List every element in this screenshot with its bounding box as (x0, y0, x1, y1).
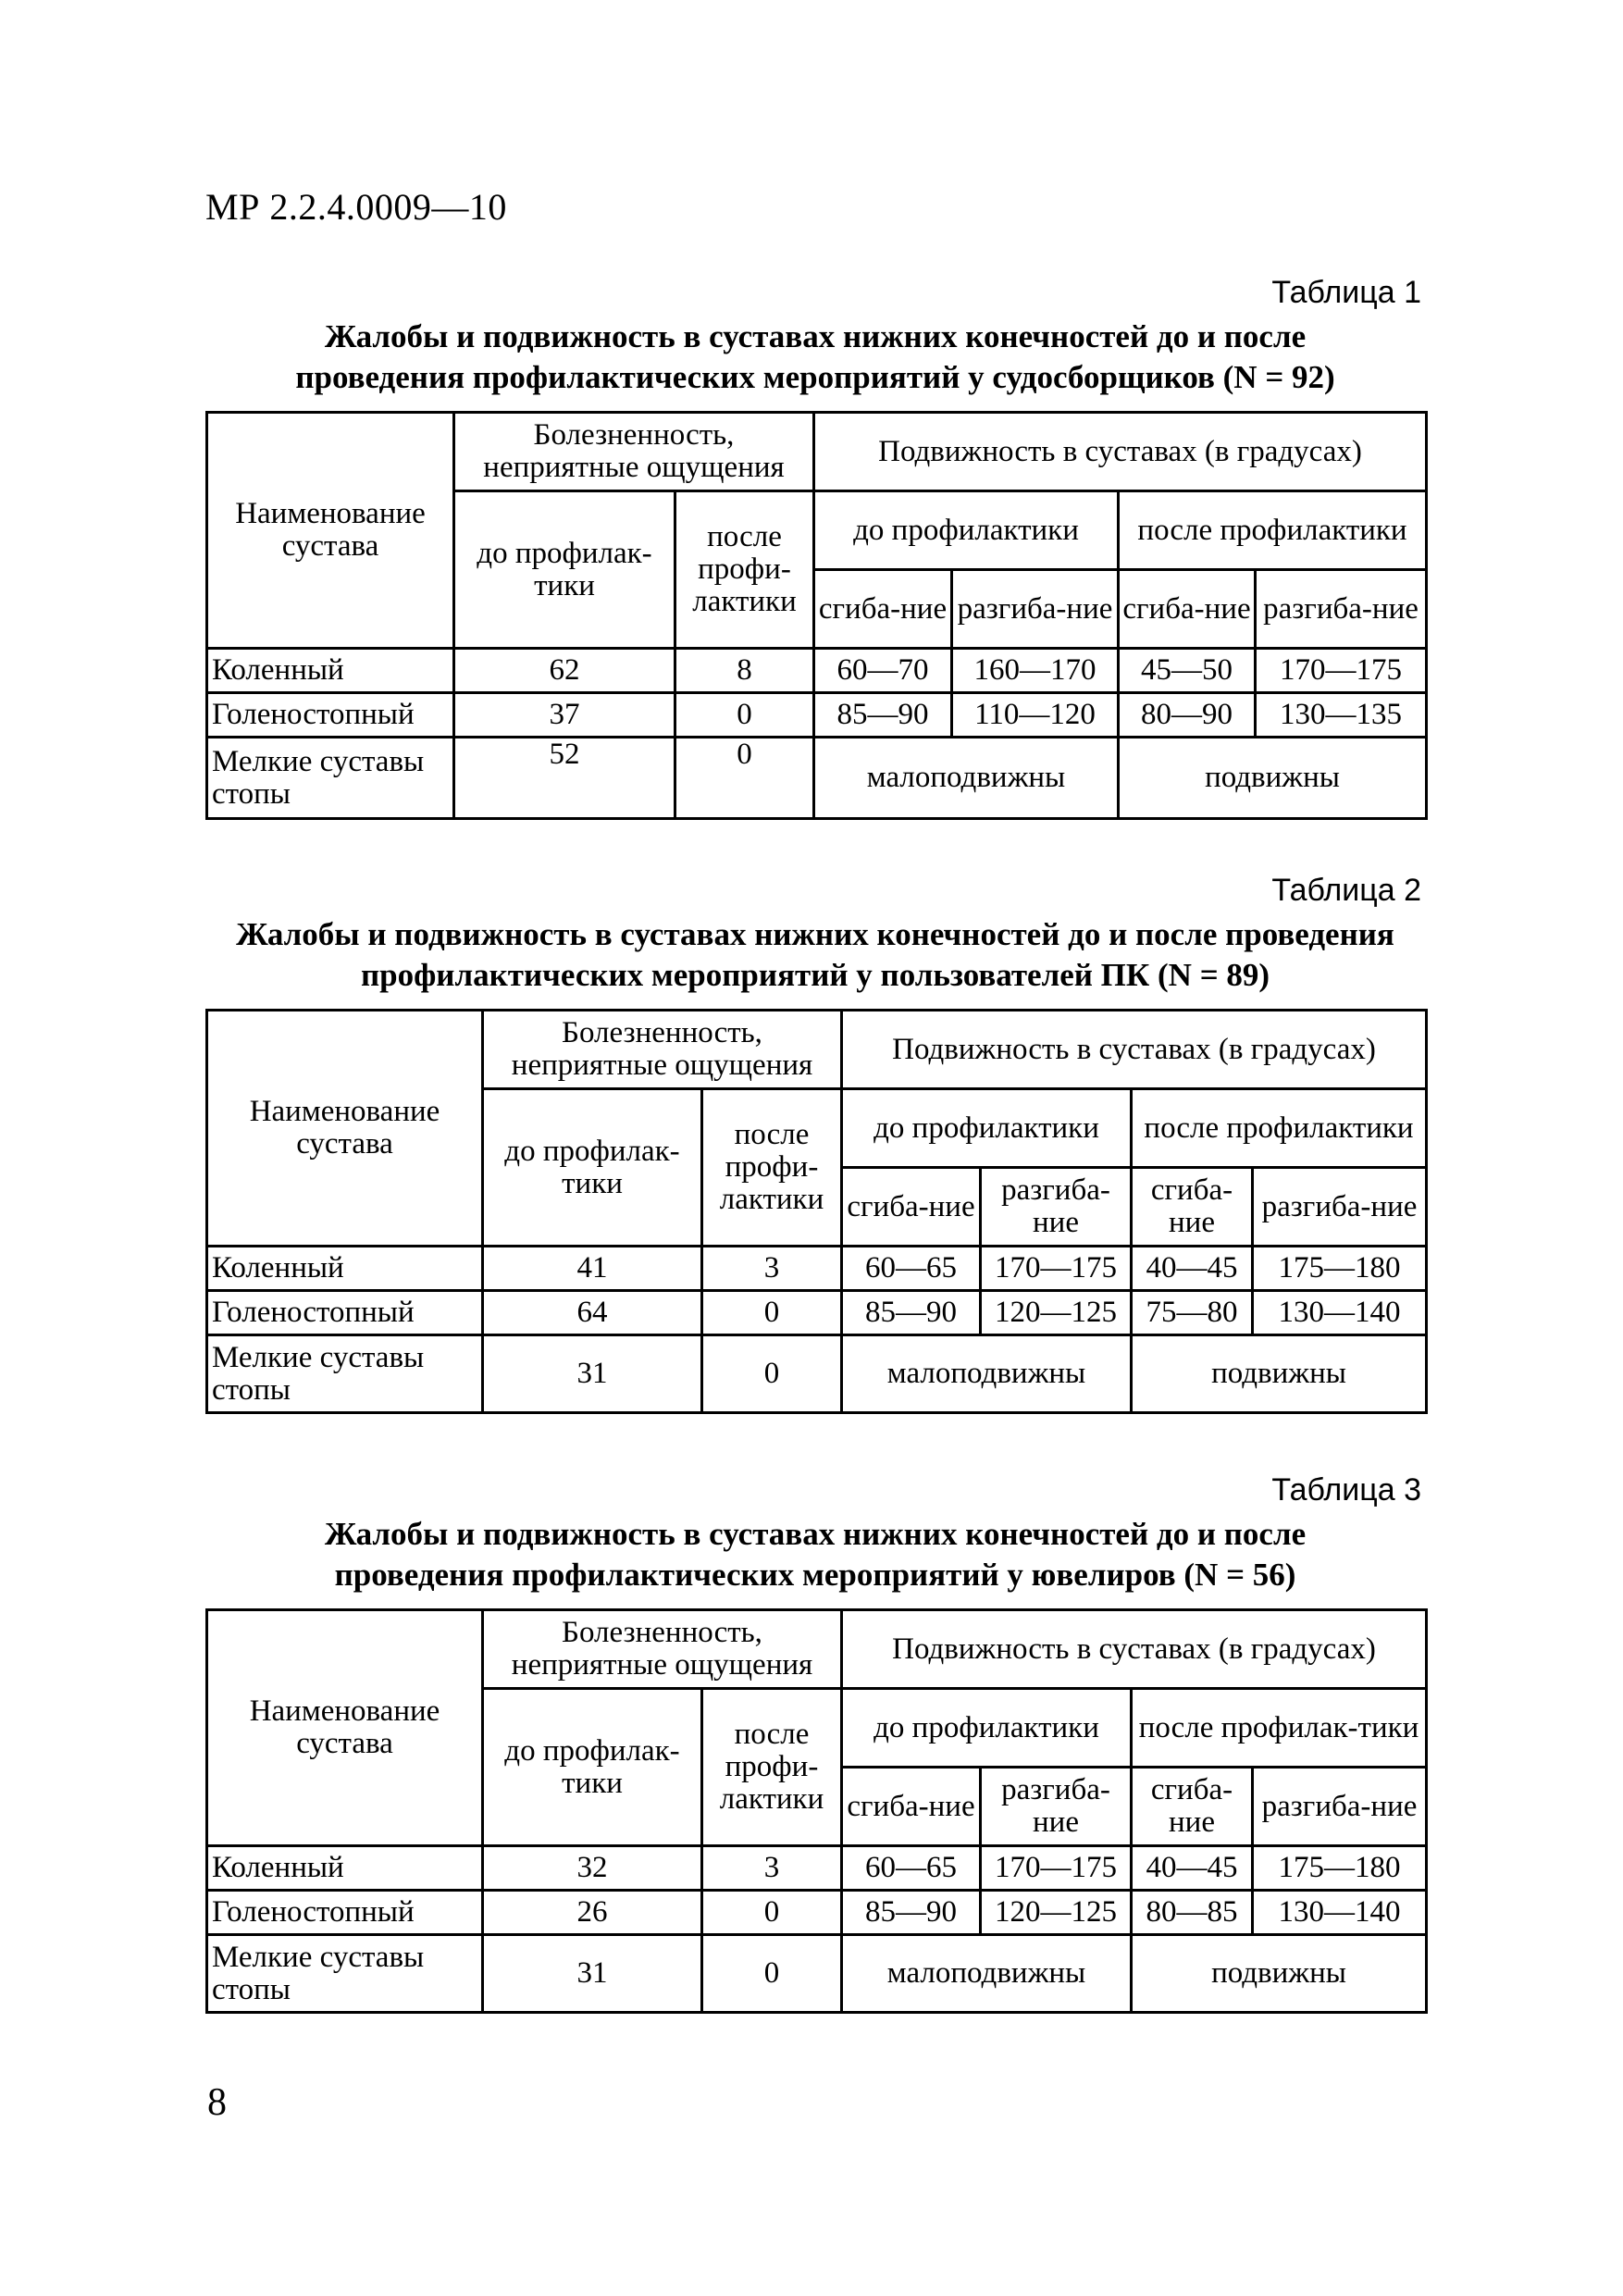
value-cell: 175—180 (1253, 1247, 1427, 1291)
joint-name-cell: Голеностопный (207, 1291, 483, 1335)
table-row (207, 1291, 1427, 1335)
value-cell: 85—90 (842, 1891, 981, 1935)
mobility-status-cell: малоподвижны (842, 1335, 1132, 1413)
joint-name-cell: Коленный (207, 1846, 483, 1891)
header-before-mobility: до профилактики (814, 491, 1119, 570)
table-label: Таблица 1 (1271, 275, 1421, 310)
header-after-mobility: после профилактики (1132, 1089, 1427, 1168)
value-cell: 170—175 (1256, 649, 1427, 693)
value-cell: 31 (483, 1335, 702, 1413)
header-joint-name: Наименование сустава (207, 1011, 483, 1247)
table-row (207, 693, 1427, 738)
header-joint-name: Наименование сустава (207, 413, 454, 649)
value-cell: 8 (675, 649, 814, 693)
table-title: Жалобы и подвижность в суставах нижних конечностей до и после проведения профилактических мероприятий у судосборщиков (N = 92) (295, 318, 1335, 395)
value-cell: 80—85 (1132, 1891, 1253, 1935)
mobility-status-cell: подвижны (1132, 1335, 1427, 1413)
value-cell: 40—45 (1132, 1846, 1253, 1891)
value-cell: 85—90 (842, 1291, 981, 1335)
value-cell: 75—80 (1132, 1291, 1253, 1335)
value-cell: 64 (483, 1291, 702, 1335)
table-title: Жалобы и подвижность в суставах нижних конечностей до и после проведения профилактических мероприятий у ювелиров (N = 56) (324, 1516, 1307, 1593)
value-cell: 110—120 (952, 693, 1119, 738)
value-cell: 40—45 (1132, 1247, 1253, 1291)
value-cell: 130—140 (1253, 1891, 1427, 1935)
value-cell: 0 (675, 693, 814, 738)
header-pain: Болезненность, неприятные ощущения (483, 1610, 842, 1689)
table-title: Жалобы и подвижность в суставах нижних конечностей до и после проведения профилактических мероприятий у пользователей ПК (N = 89) (236, 916, 1394, 993)
table-row (207, 649, 1427, 693)
header-flexion: сгиба-ние (1119, 570, 1256, 649)
table-row (207, 1335, 1427, 1413)
table-row (207, 738, 1427, 819)
header-extension: разгиба-ние (1253, 1168, 1427, 1247)
value-cell: 0 (675, 738, 814, 819)
data-table (205, 1009, 1428, 1414)
joint-name-cell: Коленный (207, 649, 454, 693)
value-cell: 37 (454, 693, 675, 738)
header-mobility: Подвижность в суставах (в градусах) (814, 413, 1427, 491)
value-cell: 3 (702, 1846, 842, 1891)
value-cell: 0 (702, 1935, 842, 2013)
value-cell: 62 (454, 649, 675, 693)
value-cell: 0 (702, 1335, 842, 1413)
value-cell: 120—125 (981, 1291, 1132, 1335)
header-before-mobility: до профилактики (842, 1689, 1132, 1768)
data-table (205, 411, 1428, 820)
value-cell: 31 (483, 1935, 702, 2013)
value-cell: 26 (483, 1891, 702, 1935)
value-cell: 32 (483, 1846, 702, 1891)
value-cell: 130—135 (1256, 693, 1427, 738)
value-cell: 160—170 (952, 649, 1119, 693)
value-cell: 45—50 (1119, 649, 1256, 693)
table-row (207, 1247, 1427, 1291)
header-after-pain: после профи-лактики (702, 1689, 842, 1846)
header-extension: разгиба-ние (952, 570, 1119, 649)
header-before-pain: до профилак-тики (483, 1089, 702, 1247)
header-after-mobility: после профилак-тики (1132, 1689, 1427, 1768)
value-cell: 60—65 (842, 1247, 981, 1291)
value-cell: 175—180 (1253, 1846, 1427, 1891)
table-row (207, 1935, 1427, 2013)
joint-name-cell: Мелкие суставы стопы (207, 738, 454, 819)
table-label: Таблица 2 (1271, 873, 1421, 908)
header-after-pain: после профи-лактики (702, 1089, 842, 1247)
mobility-status-cell: малоподвижны (814, 738, 1119, 819)
value-cell: 0 (702, 1291, 842, 1335)
header-mobility: Подвижность в суставах (в градусах) (842, 1610, 1427, 1689)
joint-name-cell: Мелкие суставы стопы (207, 1935, 483, 2013)
value-cell: 60—65 (842, 1846, 981, 1891)
header-pain: Болезненность, неприятные ощущения (483, 1011, 842, 1089)
header-flexion: сгиба-ние (814, 570, 952, 649)
header-after-mobility: после профилактики (1119, 491, 1427, 570)
header-before-pain: до профилак-тики (483, 1689, 702, 1846)
mobility-status-cell: малоподвижны (842, 1935, 1132, 2013)
value-cell: 60—70 (814, 649, 952, 693)
value-cell: 85—90 (814, 693, 952, 738)
mobility-status-cell: подвижны (1132, 1935, 1427, 2013)
header-after-pain: после профи-лактики (675, 491, 814, 649)
value-cell: 41 (483, 1247, 702, 1291)
header-flexion: сгиба-ние (1132, 1168, 1253, 1247)
header-mobility: Подвижность в суставах (в градусах) (842, 1011, 1427, 1089)
joint-name-cell: Мелкие суставы стопы (207, 1335, 483, 1413)
header-flexion: сгиба-ние (842, 1768, 981, 1846)
table-row (207, 1846, 1427, 1891)
table-label: Таблица 3 (1271, 1472, 1421, 1508)
header-extension: разгиба-ние (981, 1768, 1132, 1846)
header-extension: разгиба-ние (1253, 1768, 1427, 1846)
value-cell: 0 (702, 1891, 842, 1935)
joint-name-cell: Голеностопный (207, 693, 454, 738)
header-flexion: сгиба-ние (1132, 1768, 1253, 1846)
joint-name-cell: Коленный (207, 1247, 483, 1291)
header-before-mobility: до профилактики (842, 1089, 1132, 1168)
value-cell: 3 (702, 1247, 842, 1291)
value-cell: 170—175 (981, 1247, 1132, 1291)
document-code: МР 2.2.4.0009—10 (205, 186, 507, 228)
joint-name-cell: Голеностопный (207, 1891, 483, 1935)
table-2-block (205, 872, 1425, 1414)
page-number: 8 (207, 2081, 227, 2124)
value-cell: 52 (454, 738, 675, 819)
header-extension: разгиба-ние (1256, 570, 1427, 649)
table-3-block (205, 1471, 1425, 2014)
header-joint-name: Наименование сустава (207, 1610, 483, 1846)
data-table (205, 1608, 1428, 2014)
value-cell: 130—140 (1253, 1291, 1427, 1335)
table-1-block (205, 274, 1425, 820)
table-row (207, 1891, 1427, 1935)
value-cell: 170—175 (981, 1846, 1132, 1891)
header-extension: разгиба-ние (981, 1168, 1132, 1247)
mobility-status-cell: подвижны (1119, 738, 1427, 819)
value-cell: 80—90 (1119, 693, 1256, 738)
header-before-pain: до профилак-тики (454, 491, 675, 649)
header-flexion: сгиба-ние (842, 1168, 981, 1247)
value-cell: 120—125 (981, 1891, 1132, 1935)
header-pain: Болезненность, неприятные ощущения (454, 413, 814, 491)
